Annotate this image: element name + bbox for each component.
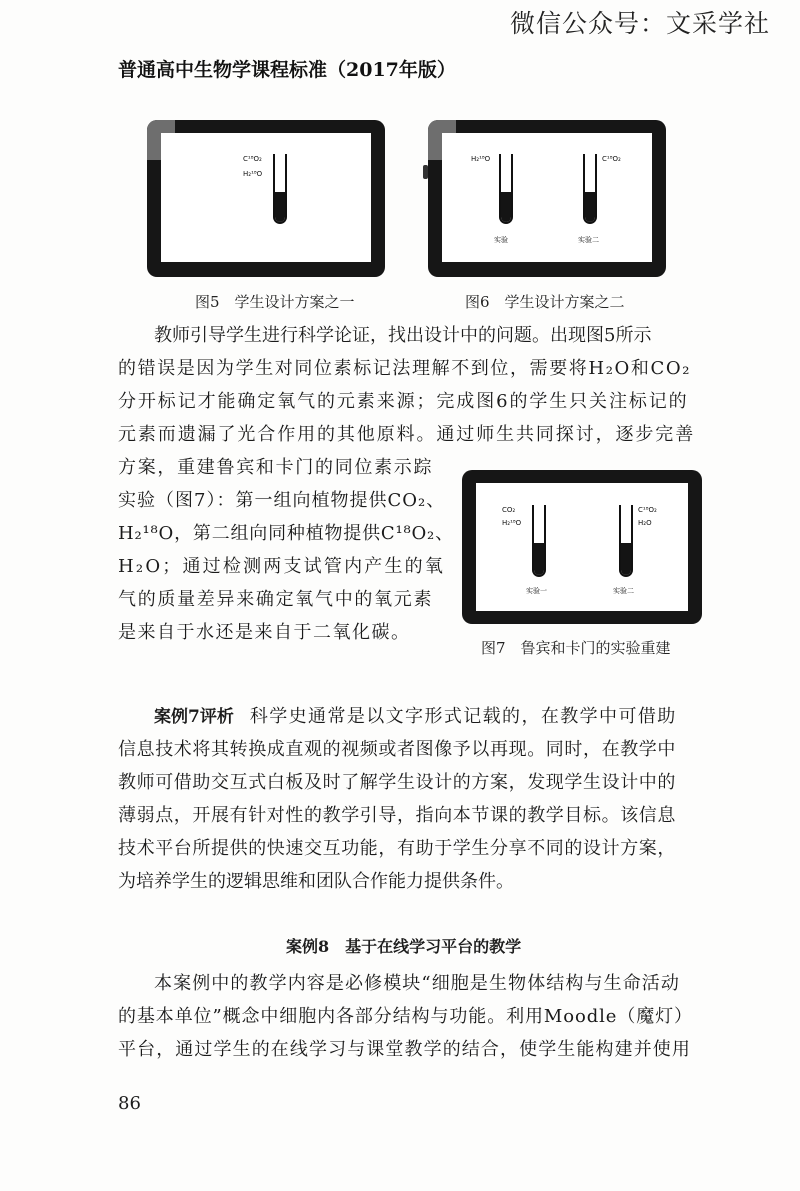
fig7-left-tube [532, 505, 546, 577]
figure-6-caption: 图6 学生设计方案之二 [465, 293, 625, 311]
review-line-1: 案例7评析 科学史通常是以文字形式记载的，在教学中可借助 [154, 706, 677, 727]
para1-line-10: 是来自于水还是来自于二氧化碳。 [118, 622, 411, 643]
para1-line-2: 的错误是因为学生对同位素标记法理解不到位，需要将H₂O和CO₂ [118, 358, 692, 379]
tablet-side-button [423, 165, 428, 179]
figure-7-caption: 图7 鲁宾和卡门的实验重建 [481, 639, 671, 657]
review-line-2: 信息技术将其转换成直观的视频或者图像予以再现。同时，在教学中 [118, 739, 676, 760]
figure-6-screen [442, 133, 652, 262]
fig7-right-label-h2o: H₂O [638, 519, 652, 527]
paragraph-1-wrapped [118, 451, 458, 649]
para1-line-5: 方案，重建鲁宾和卡门的同位素示踪 [118, 457, 434, 478]
para3-line-1: 本案例中的教学内容是必修模块“细胞是生物体结构与生命活动 [154, 973, 680, 994]
para3-line-3: 平台，通过学生的在线学习与课堂教学的结合，使学生能构建并使用 [118, 1039, 691, 1060]
fig6-right-tube [583, 154, 597, 224]
fig6-right-name: 实验二 [578, 236, 599, 244]
review-title: 案例7评析 [154, 707, 234, 727]
review-line-5: 技术平台所提供的快速交互功能，有助于学生分享不同的设计方案， [118, 838, 676, 859]
fig5-test-tube [273, 154, 287, 224]
review-line-3: 教师可借助交互式白板及时了解学生设计的方案，发现学生设计中的 [118, 772, 676, 793]
fig6-left-tube [499, 154, 513, 224]
fig7-right-tube [619, 505, 633, 577]
fig7-left-name: 实验一 [526, 587, 547, 595]
fig6-left-name: 实验 [494, 236, 508, 244]
para1-line-9: 气的质量差异来确定氧气中的氧元素 [118, 589, 434, 610]
para1-line-6: 实验（图7）：第一组向植物提供CO₂、 [118, 490, 446, 511]
case-8-title: 案例8 基于在线学习平台的教学 [286, 937, 522, 956]
figure-6-tablet [428, 120, 666, 277]
paragraph-3 [118, 967, 702, 1066]
fig6-right-label: C¹⁸O₂ [602, 155, 621, 163]
para3-line-2: 的基本单位”概念中细胞内各部分结构与功能。利用Moodle（魔灯） [118, 1006, 693, 1027]
figure-5-tablet [147, 120, 385, 277]
figure-5-caption: 图5 学生设计方案之一 [195, 293, 355, 311]
watermark-text: 微信公众号：文采学社 [509, 9, 770, 38]
fig5-label-h218o: H₂¹⁸O [243, 170, 263, 178]
figure-7-screen [476, 483, 688, 611]
para1-line-1: 教师引导学生进行科学论证，找出设计中的问题。出现图5所示 [154, 325, 652, 346]
fig7-right-name: 实验二 [613, 587, 634, 595]
running-head: 普通高中生物学课程标准（2017年版） [118, 59, 456, 81]
figure-7-tablet [462, 470, 702, 624]
fig7-right-label-c18o2: C¹⁸O₂ [638, 506, 657, 514]
page-number: 86 [118, 1093, 141, 1114]
para1-line-8: H₂O；通过检测两支试管内产生的氧 [118, 556, 446, 577]
case-7-review [118, 700, 702, 898]
para1-line-4: 元素而遗漏了光合作用的其他原料。通过师生共同探讨，逐步完善 [118, 424, 696, 445]
review-line-4: 薄弱点，开展有针对性的教学引导，指向本节课的教学目标。该信息 [118, 805, 676, 826]
fig7-left-label-h218o: H₂¹⁸O [502, 519, 522, 527]
figure-5-screen [161, 133, 371, 262]
review-line-6: 为培养学生的逻辑思维和团队合作能力提供条件。 [118, 871, 514, 892]
fig7-left-label-co2: CO₂ [502, 506, 516, 514]
para1-line-7: H₂¹⁸O，第二组向同种植物提供C¹⁸O₂、 [118, 523, 454, 544]
paragraph-1 [118, 319, 702, 451]
fig5-label-c18o2: C¹⁸O₂ [243, 155, 262, 163]
fig6-left-label: H₂¹⁸O [471, 155, 491, 163]
para1-line-3: 分开标记才能确定氧气的元素来源；完成图6的学生只关注标记的 [118, 391, 689, 412]
